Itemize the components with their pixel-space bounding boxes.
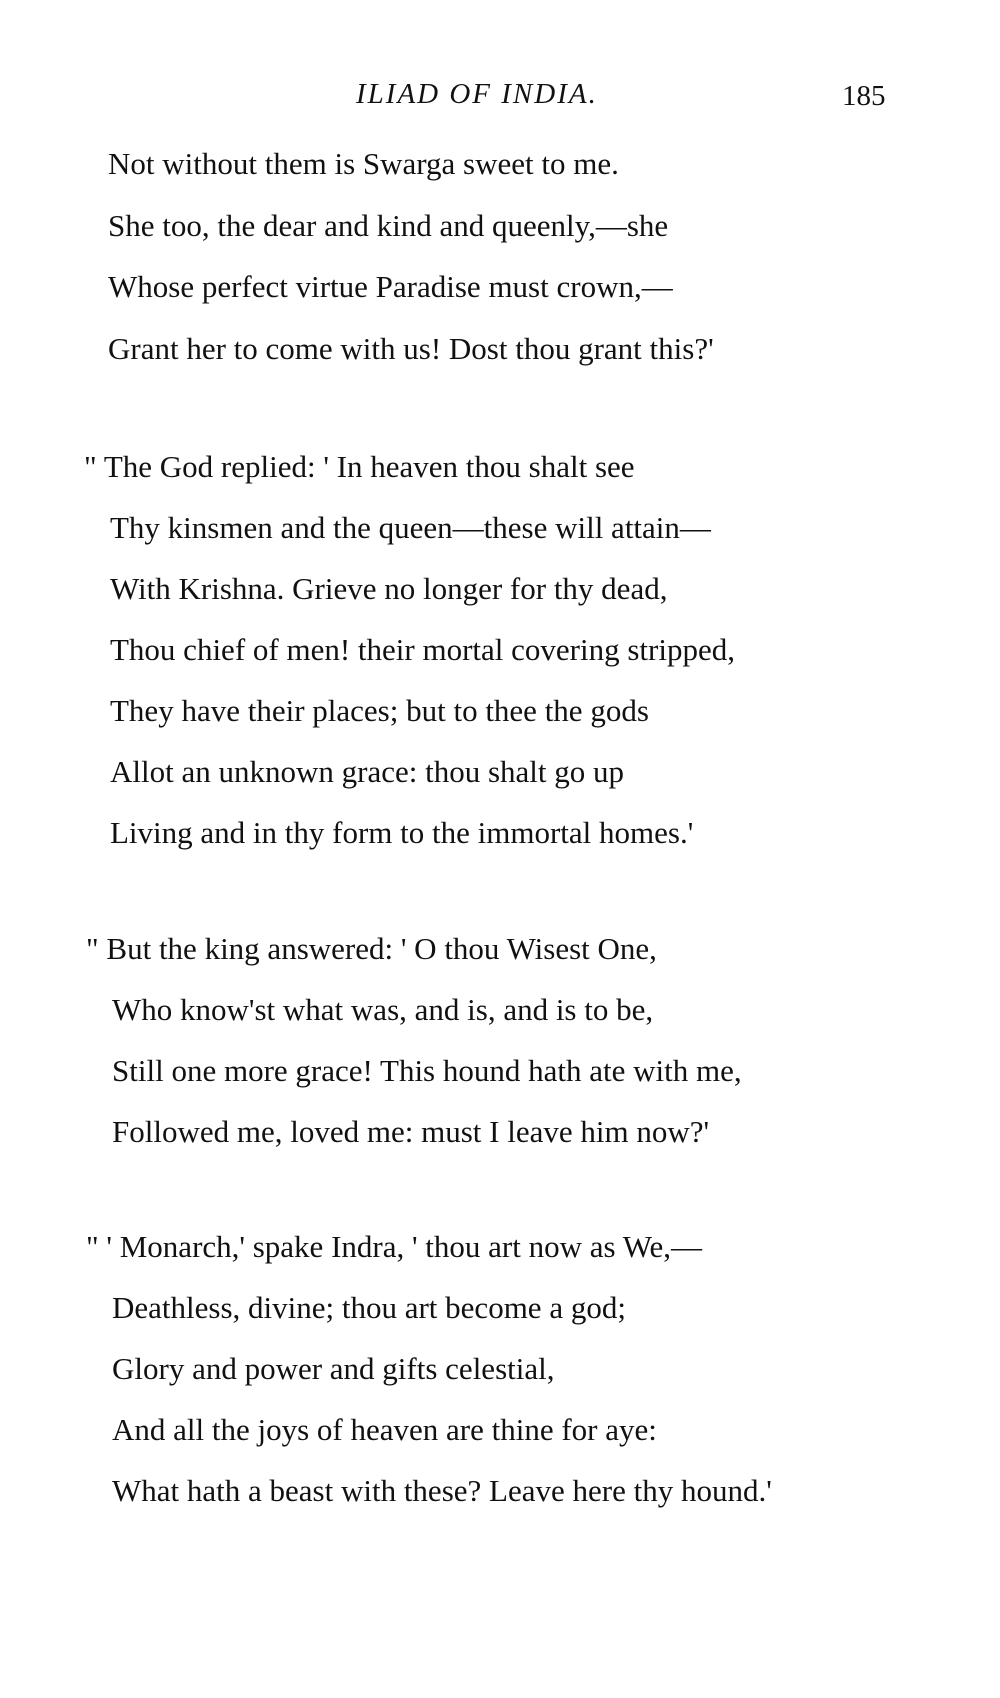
verse-line: Not without them is Swarga sweet to me. (108, 146, 619, 181)
verse-line: Grant her to come with us! Dost thou grant this?' (108, 331, 714, 366)
verse-line: " But the king answered: ' O thou Wisest One, (86, 931, 657, 966)
page-number: 185 (842, 80, 886, 112)
verse-line: Living and in thy form to the immortal homes.' (110, 815, 694, 850)
verse-line: " The God replied: ' In heaven thou shalt see (84, 449, 635, 484)
verse-line: What hath a beast with these? Leave here thy hound.' (112, 1473, 772, 1508)
verse-line: Deathless, divine; thou art become a god; (112, 1290, 626, 1325)
verse-line: With Krishna. Grieve no longer for thy dead, (110, 571, 668, 606)
verse-line: Still one more grace! This hound hath ate with me, (112, 1053, 742, 1088)
verse-line: Whose perfect virtue Paradise must crown,— (108, 269, 673, 304)
running-head (0, 78, 1000, 118)
verse-line: They have their places; but to thee the gods (110, 693, 649, 728)
verse-line: Glory and power and gifts celestial, (112, 1351, 555, 1386)
verse-line: Thy kinsmen and the queen—these will attain— (110, 510, 711, 545)
running-title: ILIAD OF INDIA. (356, 78, 598, 110)
verse-line: " ' Monarch,' spake Indra, ' thou art now as We,— (86, 1229, 703, 1264)
verse-line: Thou chief of men! their mortal covering stripped, (110, 632, 735, 667)
verse-line: Allot an unknown grace: thou shalt go up (110, 754, 624, 789)
verse-line: Followed me, loved me: must I leave him now?' (112, 1114, 710, 1149)
verse-line: Who know'st what was, and is, and is to be, (112, 992, 654, 1027)
verse-line: And all the joys of heaven are thine for aye: (112, 1412, 657, 1447)
verse-line: She too, the dear and kind and queenly,—she (108, 208, 669, 243)
